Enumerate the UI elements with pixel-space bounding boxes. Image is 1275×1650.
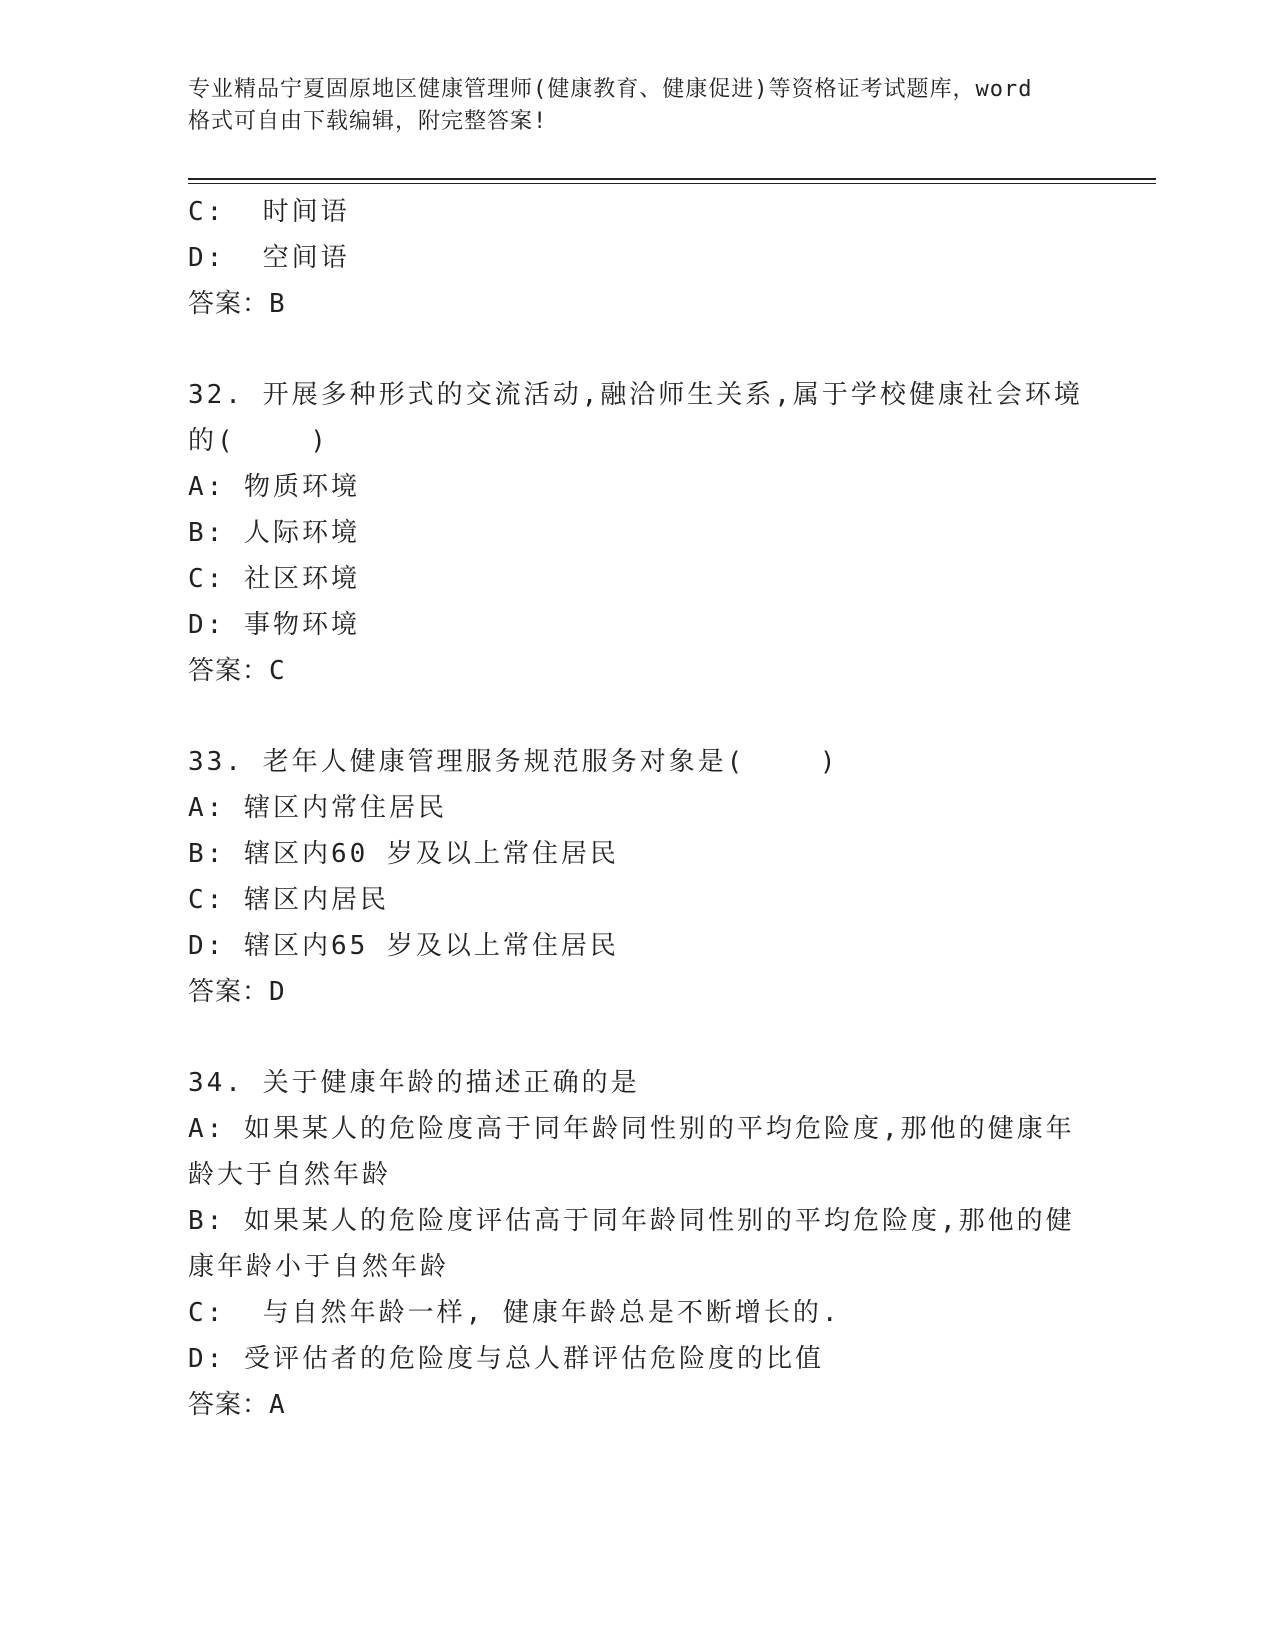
option-a: A: 物质环境	[188, 472, 360, 502]
option-d: D: 辖区内65 岁及以上常住居民	[188, 931, 619, 961]
question-stem-continued: 的( )	[188, 426, 329, 456]
spacer	[188, 327, 1108, 372]
question-31-tail	[188, 189, 1108, 327]
option-c: C: 与自然年龄一样, 健康年龄总是不断增长的.	[188, 1298, 841, 1328]
answer: 答案：C	[188, 656, 286, 686]
option-b: B: 人际环境	[188, 518, 360, 548]
question-stem: 33. 老年人健康管理服务规范服务对象是( )	[188, 747, 839, 777]
option-a: A: 辖区内常住居民	[188, 793, 447, 823]
question-stem: 32. 开展多种形式的交流活动,融洽师生关系,属于学校健康社会环境	[188, 380, 1083, 410]
option-c: C: 社区环境	[188, 564, 360, 594]
spacer	[188, 694, 1108, 739]
option-a: A: 如果某人的危险度高于同年龄同性别的平均危险度,那他的健康年	[188, 1114, 1075, 1144]
question-32	[188, 372, 1108, 694]
option-d: D: 事物环境	[188, 610, 360, 640]
header-line-1: 专业精品宁夏固原地区健康管理师(健康教育、健康促进)等资格证考试题库，word	[188, 77, 1033, 102]
option-d: D: 空间语	[188, 243, 350, 273]
option-d: D: 受评估者的危险度与总人群评估危险度的比值	[188, 1344, 824, 1374]
question-list	[188, 189, 1108, 1428]
spacer	[188, 1015, 1108, 1060]
option-b: B: 辖区内60 岁及以上常住居民	[188, 839, 619, 869]
option-b-continued: 康年龄小于自然年龄	[188, 1252, 450, 1282]
option-c: C: 时间语	[188, 197, 350, 227]
option-b: B: 如果某人的危险度评估高于同年龄同性别的平均危险度,那他的健	[188, 1206, 1075, 1236]
answer: 答案：B	[188, 289, 286, 319]
option-a-continued: 龄大于自然年龄	[188, 1160, 392, 1190]
answer: 答案：A	[188, 1390, 286, 1420]
answer: 答案：D	[188, 977, 286, 1007]
header-line-2: 格式可自由下载编辑，附完整答案!	[188, 109, 548, 134]
header-divider-thick	[188, 178, 1156, 180]
document-header	[188, 74, 1098, 138]
question-34	[188, 1060, 1108, 1428]
option-c: C: 辖区内居民	[188, 885, 389, 915]
header-divider-thin	[188, 183, 1156, 184]
question-stem: 34. 关于健康年龄的描述正确的是	[188, 1068, 640, 1098]
question-33	[188, 739, 1108, 1015]
